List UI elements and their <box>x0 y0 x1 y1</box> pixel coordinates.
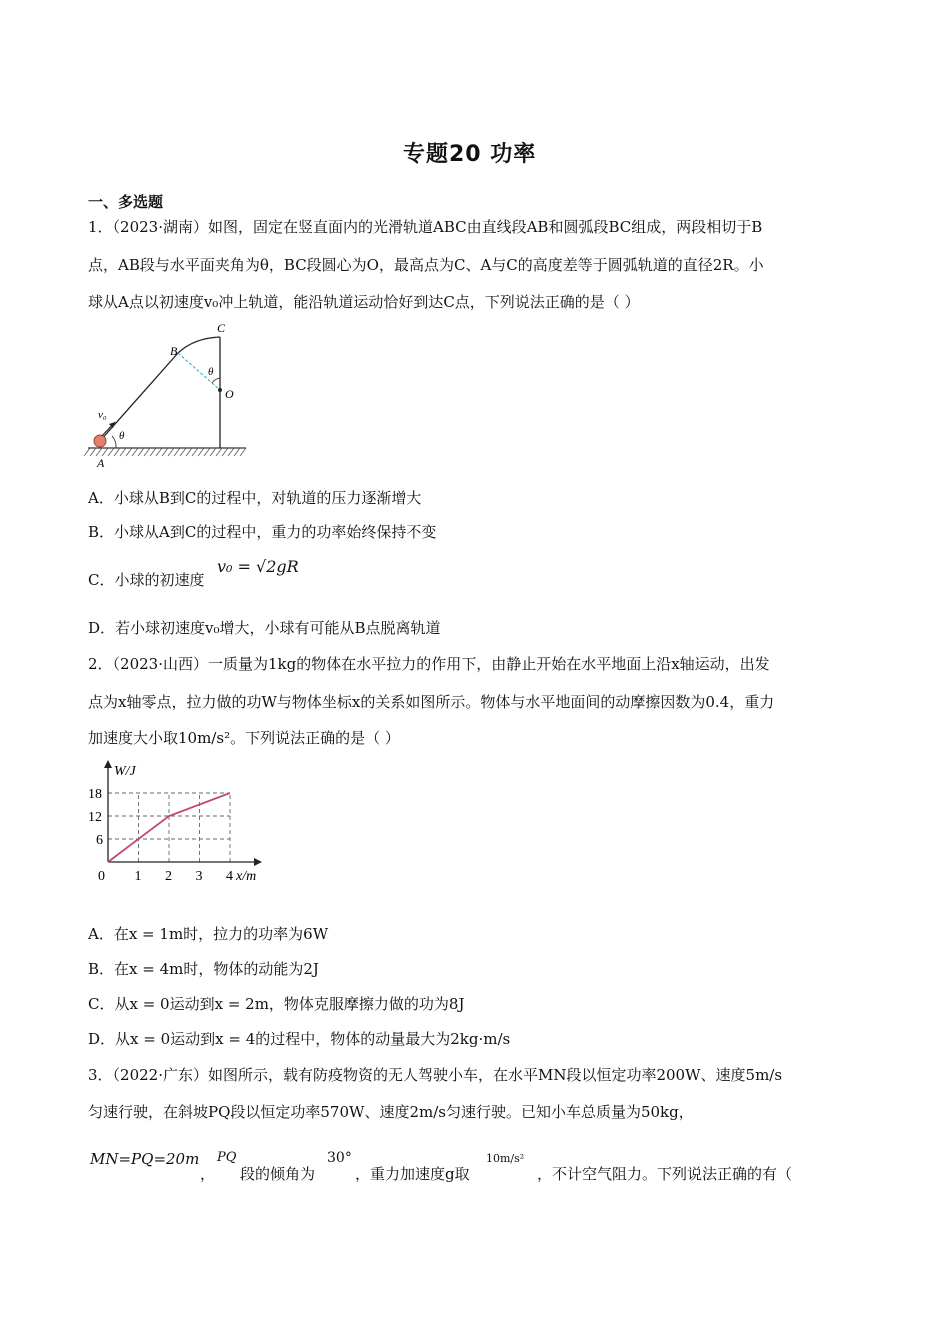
q3-line-2: 匀速行驶，在斜坡PQ段以恒定功率570W、速度2m/s匀速行驶。已知小车总质量为50kg， <box>88 1103 694 1121</box>
y-tick-labels <box>88 787 103 848</box>
y-tick-12: 12 <box>88 810 102 825</box>
q3-gravity-text: ，重力加速度g取 <box>355 1165 470 1183</box>
q3-comma: ， <box>200 1165 216 1183</box>
ground-hatching <box>84 448 246 456</box>
q2-work-chart <box>86 758 271 888</box>
label-b: B <box>170 344 178 358</box>
q3-pq-label: PQ <box>217 1150 237 1165</box>
y-axis-label: W/J <box>114 764 136 779</box>
q2-option-a: A．在x = 1m时，拉力的功率为6W <box>88 925 329 943</box>
q1-option-c-formula: v₀ = √2gR <box>217 557 299 576</box>
ball <box>94 435 106 447</box>
q2-option-d: D．从x = 0运动到x = 4的过程中，物体的动量最大为2kg·m/s <box>88 1030 511 1048</box>
x-tick-1: 1 <box>134 869 142 884</box>
q1-option-d: D．若小球初速度v₀增大，小球有可能从B点脱离轨道 <box>88 619 441 637</box>
q1-option-a: A．小球从B到C的过程中，对轨道的压力逐渐增大 <box>88 489 422 507</box>
center-o-dot <box>218 388 222 392</box>
q3-mn-pq-equation: MN=PQ=20m <box>90 1150 200 1168</box>
label-c: C <box>217 321 226 335</box>
q2-option-b: B．在x = 4m时，物体的动能为2J <box>88 960 319 978</box>
x-axis-label: x/m <box>236 869 257 884</box>
x-tick-4: 4 <box>226 869 233 884</box>
label-o: O <box>225 387 234 401</box>
q2-option-c: C．从x = 0运动到x = 2m，物体克服摩擦力做的功为8J <box>88 995 465 1013</box>
x-tick-labels <box>98 869 233 884</box>
q3-line-1: 3．（2022·广东）如图所示，载有防疫物资的无人驾驶小车，在水平MN段以恒定功率200W、速度5m/s <box>88 1066 783 1084</box>
arc-bc <box>178 337 220 353</box>
label-a: A <box>97 456 105 470</box>
theta-bottom-arc <box>112 436 116 448</box>
q2-line-1: 2．（2023·山西）一质量为1kg的物体在水平拉力的作用下，由静止开始在水平地面上沿x轴运动，出发 <box>88 655 770 673</box>
q1-line-2: 点，AB段与水平面夹角为θ，BC段圆心为O，最高点为C、A与C的高度差等于圆弧轨道的直径2R。小 <box>88 256 764 274</box>
q2-line-2: 点为x轴零点，拉力做的功W与物体坐标x的关系如图所示。物体与水平地面间的动摩擦因数为0.4，重力 <box>88 693 775 711</box>
q3-tail-text: ，不计空气阻力。下列说法正确的有（ <box>537 1165 793 1183</box>
q1-track-figure <box>84 318 254 473</box>
q1-option-c-prefix: C．小球的初速度 <box>88 571 205 589</box>
q1-line-3: 球从A点以初速度v₀冲上轨道，能沿轨道运动恰好到达C点，下列说法正确的是（ ） <box>88 293 640 311</box>
q1-option-b: B．小球从A到C的过程中，重力的功率始终保持不变 <box>88 523 437 541</box>
q3-gravity-value: 10m/s² <box>486 1152 525 1165</box>
section-heading: 一、多选题 <box>88 193 164 211</box>
q3-slope-text: 段的倾角为 <box>240 1165 316 1183</box>
label-v0: v₀ <box>98 409 107 421</box>
x-tick-0: 0 <box>98 869 105 884</box>
x-axis-arrow <box>254 858 262 866</box>
page-title: 专题20 功率 <box>403 142 537 167</box>
theta-top-arc <box>212 378 220 383</box>
q2-line-3: 加速度大小取10m/s²。下列说法正确的是（ ） <box>88 729 400 747</box>
label-theta-top: θ <box>208 366 214 378</box>
y-tick-18: 18 <box>88 787 102 802</box>
chart-grid <box>108 793 230 862</box>
y-tick-6: 6 <box>96 833 103 848</box>
x-tick-2: 2 <box>165 869 172 884</box>
x-tick-3: 3 <box>195 869 203 884</box>
label-theta-bottom: θ <box>119 430 125 442</box>
q1-line-1: 1．（2023·湖南）如图，固定在竖直面内的光滑轨道ABC由直线段AB和圆弧段BC组成，两段相切于B <box>88 218 763 236</box>
y-axis-arrow <box>104 760 112 768</box>
incline-ab <box>100 353 178 441</box>
radius-bo <box>178 353 220 390</box>
q3-angle-value: 30° <box>327 1150 352 1166</box>
